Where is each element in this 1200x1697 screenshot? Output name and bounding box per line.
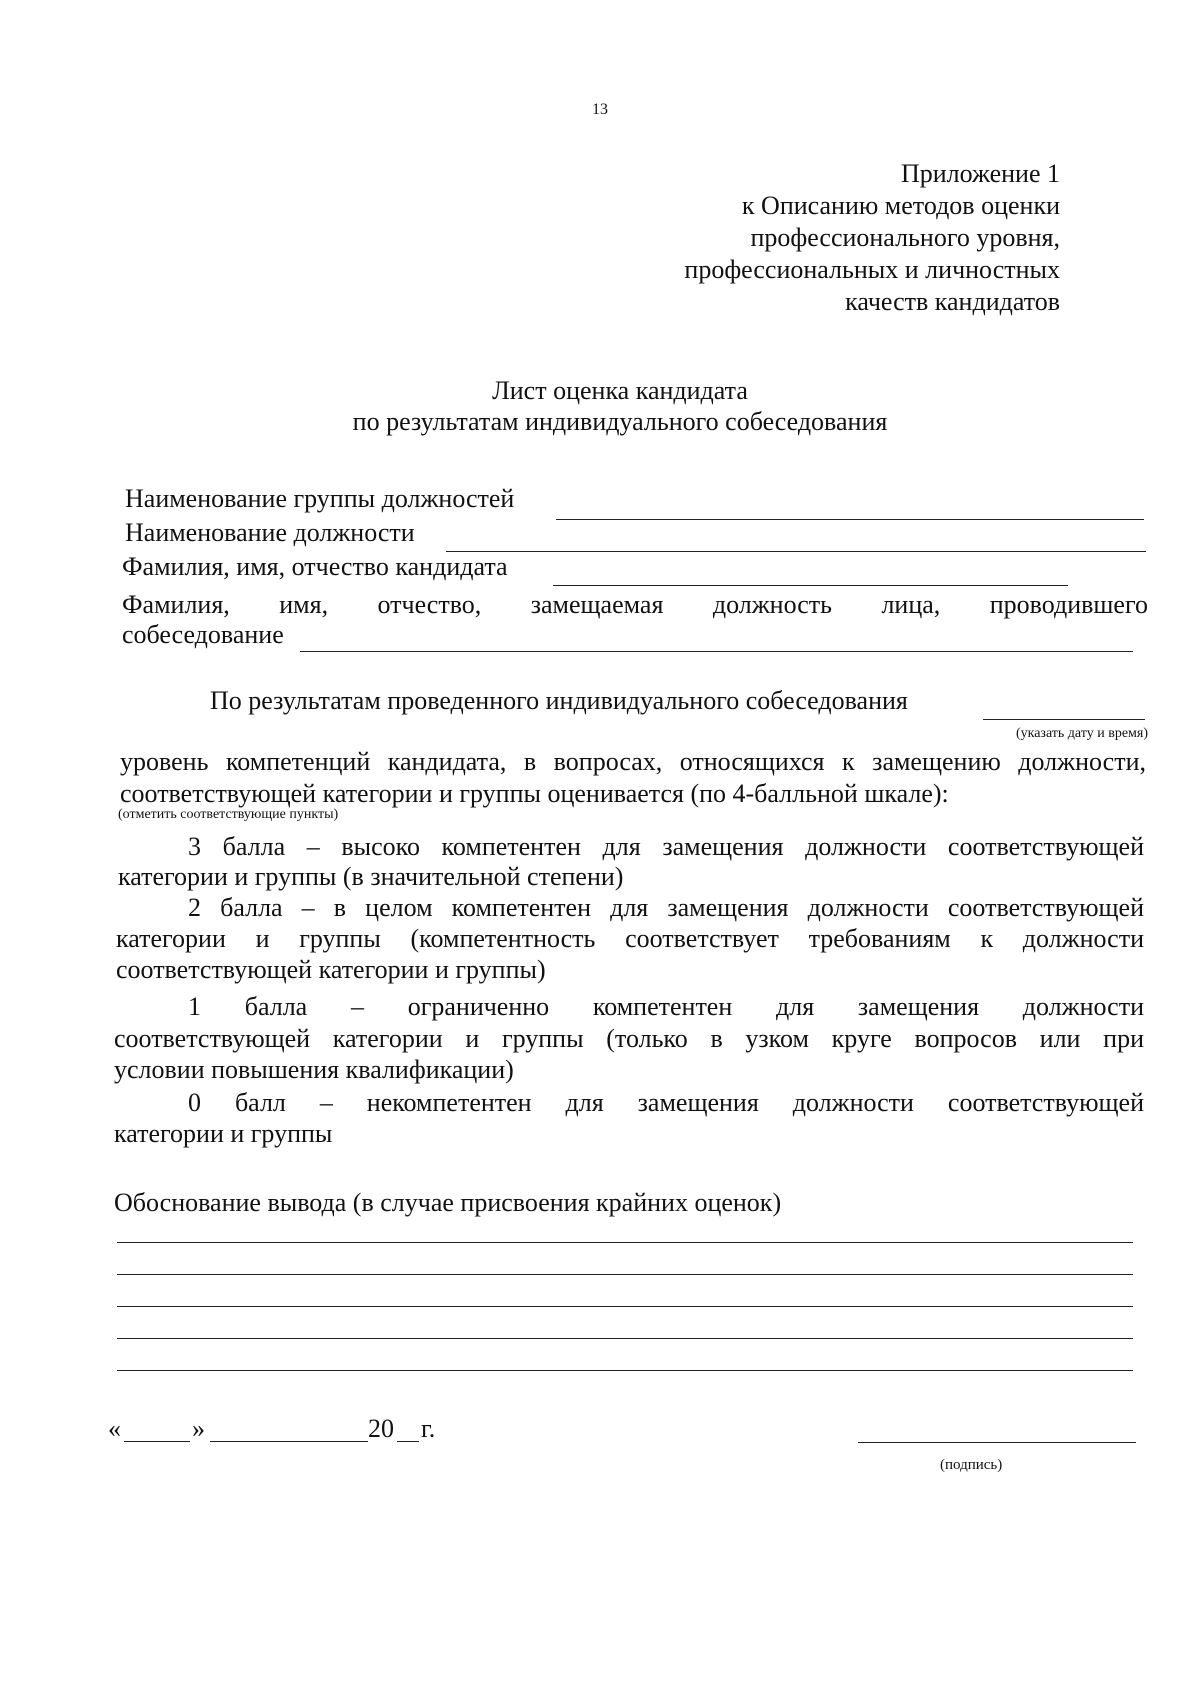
interviewer-line[interactable]	[300, 651, 1133, 652]
signature-hint: (подпись)	[940, 1457, 1003, 1473]
date-time-line[interactable]	[983, 719, 1145, 720]
appendix-block	[684, 158, 1060, 318]
score-1-line-1: 1 балла – ограниченно компетентен для замещения должности	[188, 992, 1144, 1021]
score-2-line-1: 2 балла – в целом компетентен для замещения должности соответствующей	[188, 893, 1144, 922]
justification-line-2[interactable]	[117, 1274, 1133, 1275]
group-name-line[interactable]	[556, 519, 1144, 520]
appendix-line-5: качеств кандидатов	[845, 287, 1060, 316]
results-line-2: уровень компетенций кандидата, в вопросах, относящихся к замещению должности,	[120, 747, 1146, 776]
results-line-3: соответствующей категории и группы оценивается (по 4-балльной шкале):	[120, 779, 949, 808]
results-intro: По результатам проведенного индивидуального собеседования	[210, 686, 908, 715]
group-name-label: Наименование группы должностей	[125, 484, 515, 513]
interviewer-label-line2: собеседование	[122, 620, 284, 649]
signature-line[interactable]	[858, 1442, 1136, 1443]
date-open-quote: «	[108, 1414, 121, 1443]
title-line-2: по результатам индивидуального собеседования	[352, 407, 888, 436]
candidate-name-label: Фамилия, имя, отчество кандидата	[122, 552, 508, 581]
date-close-quote: »	[192, 1414, 205, 1443]
interviewer-label-line1: Фамилия, имя, отчество, замещаемая должность лица, проводившего	[122, 590, 1148, 619]
appendix-line-2: к Описанию методов оценки	[741, 191, 1060, 220]
date-year-suffix: г.	[421, 1414, 436, 1443]
page-number: 13	[592, 101, 608, 118]
mark-hint: (отметить соответствующие пункты)	[118, 807, 339, 822]
justification-line-1[interactable]	[117, 1242, 1133, 1243]
score-2-line-3: соответствующей категории и группы)	[116, 955, 546, 984]
date-day-line[interactable]	[124, 1441, 190, 1442]
justification-line-5[interactable]	[117, 1370, 1133, 1371]
score-1-line-2: соответствующей категории и группы (только в узком круге вопросов или при	[114, 1024, 1144, 1053]
appendix-line-4: профессиональных и личностных	[684, 255, 1060, 284]
date-year-line[interactable]	[397, 1441, 419, 1442]
position-name-label: Наименование должности	[125, 518, 415, 547]
justification-line-4[interactable]	[117, 1338, 1133, 1339]
score-1-line-3: условии повышения квалификации)	[114, 1055, 514, 1084]
title-line-1: Лист оценка кандидата	[492, 376, 748, 405]
appendix-line-1: Приложение 1	[900, 159, 1060, 188]
appendix-line-3: профессионального уровня,	[750, 223, 1060, 252]
date-month-line[interactable]	[210, 1441, 368, 1442]
justification-line-3[interactable]	[117, 1306, 1133, 1307]
justification-label: Обоснование вывода (в случае присвоения крайних оценок)	[114, 1188, 782, 1217]
score-2-line-2: категории и группы (компетентность соответствует требованиям к должности	[116, 924, 1144, 953]
score-0-line-2: категории и группы	[114, 1119, 333, 1148]
date-time-hint: (указать дату и время)	[1015, 726, 1148, 741]
position-name-line[interactable]	[446, 551, 1146, 552]
score-0-line-1: 0 балл – некомпетентен для замещения должности соответствующей	[188, 1088, 1144, 1117]
date-year-prefix: 20	[368, 1414, 394, 1443]
score-3-line-1: 3 балла – высоко компетентен для замещения должности соответствующей	[188, 832, 1144, 861]
document-title	[240, 375, 1000, 437]
candidate-name-line[interactable]	[553, 585, 1068, 586]
score-3-line-2: категории и группы (в значительной степени)	[118, 862, 624, 891]
